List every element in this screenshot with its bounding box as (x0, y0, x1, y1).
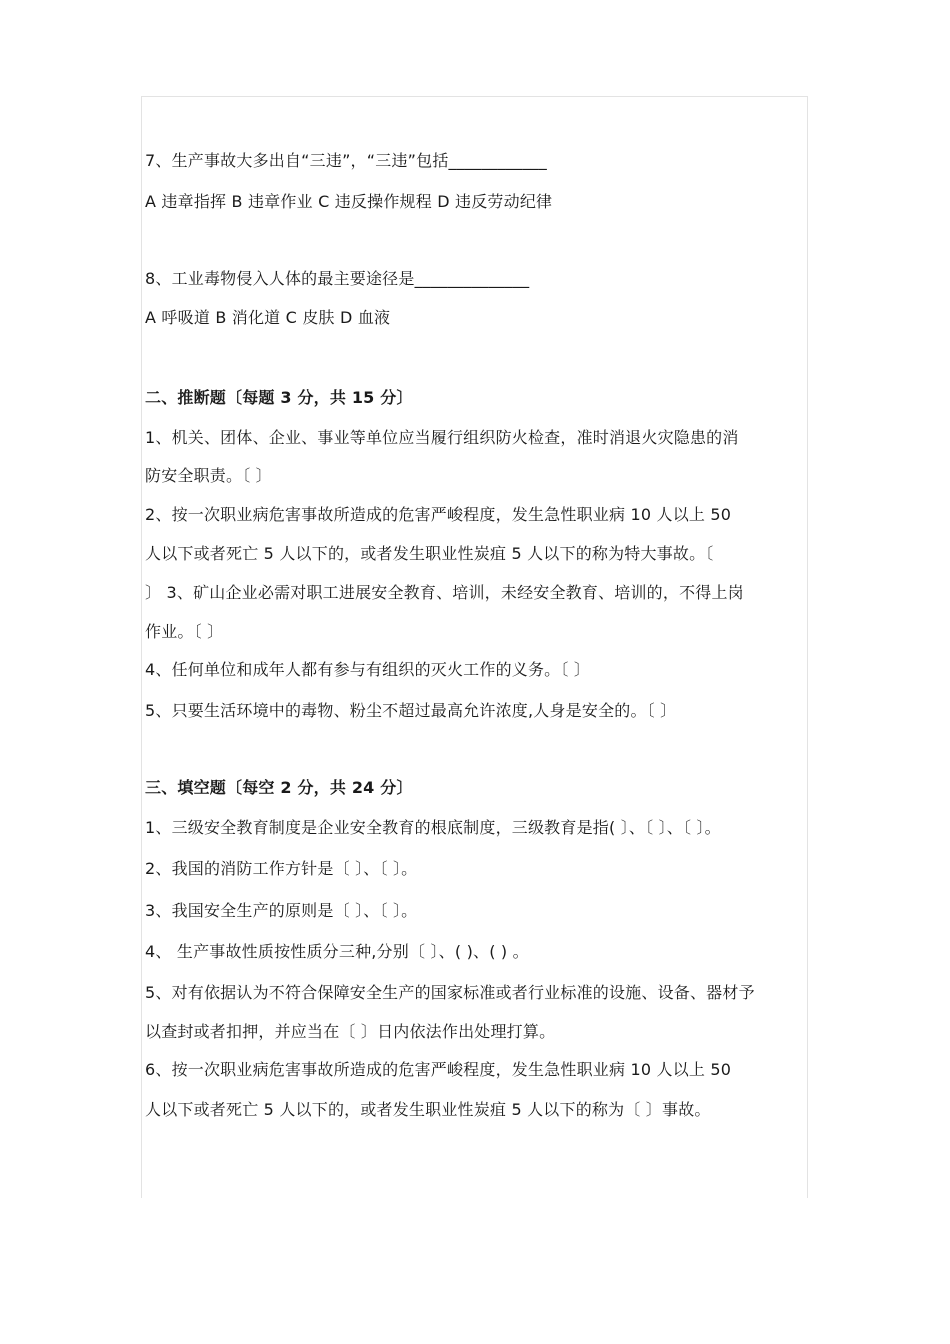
judgment-item-1-cont: 防安全职责。〔 〕 (145, 466, 272, 485)
judgment-item-2: 2、按一次职业病危害事故所造成的危害严峻程度，发生急性职业病 10 人以上 50 (145, 505, 732, 524)
question-8: 8、工业毒物侵入人体的最主要途径是______________ (145, 269, 530, 288)
fill-item-4: 4、 生产事故性质按性质分三种,分别〔 〕、( )、( ) 。 (145, 942, 529, 961)
section-heading-fill-blank: 三、填空题〔每空 2 分，共 24 分〕 (145, 778, 413, 797)
fill-item-3: 3、我国安全生产的原则是〔 〕、〔 〕。 (145, 901, 418, 920)
section-heading-judgment: 二、推断题〔每题 3 分，共 15 分〕 (145, 388, 413, 407)
fill-item-5-cont: 以查封或者扣押，并应当在〔 〕日内依法作出处理打算。 (145, 1022, 556, 1041)
question-8-options: A 呼吸道 B 消化道 C 皮肤 D 血液 (145, 308, 391, 327)
judgment-item-4: 4、任何单位和成年人都有参与有组织的灭火工作的义务。〔 〕 (145, 660, 591, 679)
judgment-item-3: 〕 3、矿山企业必需对职工进展安全教育、培训，未经安全教育、培训的，不得上岗 (145, 583, 744, 602)
judgment-item-2-cont: 人以下或者死亡 5 人以下的，或者发生职业性炭疽 5 人以下的称为特大事故。〔 (145, 544, 714, 563)
judgment-item-1: 1、机关、团体、企业、事业等单位应当履行组织防火检查，准时消退火灾隐患的消 (145, 428, 739, 447)
question-7: 7、生产事故大多出自“三违”，“三违”包括____________ (145, 151, 547, 170)
judgment-item-3-cont: 作业。〔 〕 (145, 622, 224, 641)
judgment-item-5: 5、只要生活环境中的毒物、粉尘不超过最高允许浓度,人身是安全的。〔 〕 (145, 701, 677, 720)
fill-item-6-cont: 人以下或者死亡 5 人以下的，或者发生职业性炭疽 5 人以下的称为〔 〕事故。 (145, 1100, 711, 1119)
fill-item-5: 5、对有依据认为不符合保障安全生产的国家标准或者行业标准的设施、设备、器材予 (145, 983, 755, 1002)
fill-item-2: 2、我国的消防工作方针是〔 〕、〔 〕。 (145, 859, 418, 878)
fill-item-6: 6、按一次职业病危害事故所造成的危害严峻程度，发生急性职业病 10 人以上 50 (145, 1060, 732, 1079)
question-7-options: A 违章指挥 B 违章作业 C 违反操作规程 D 违反劳动纪律 (145, 192, 553, 211)
fill-item-1: 1、三级安全教育制度是企业安全教育的根底制度，三级教育是指( 〕、〔 〕、〔 〕。 (145, 818, 721, 837)
